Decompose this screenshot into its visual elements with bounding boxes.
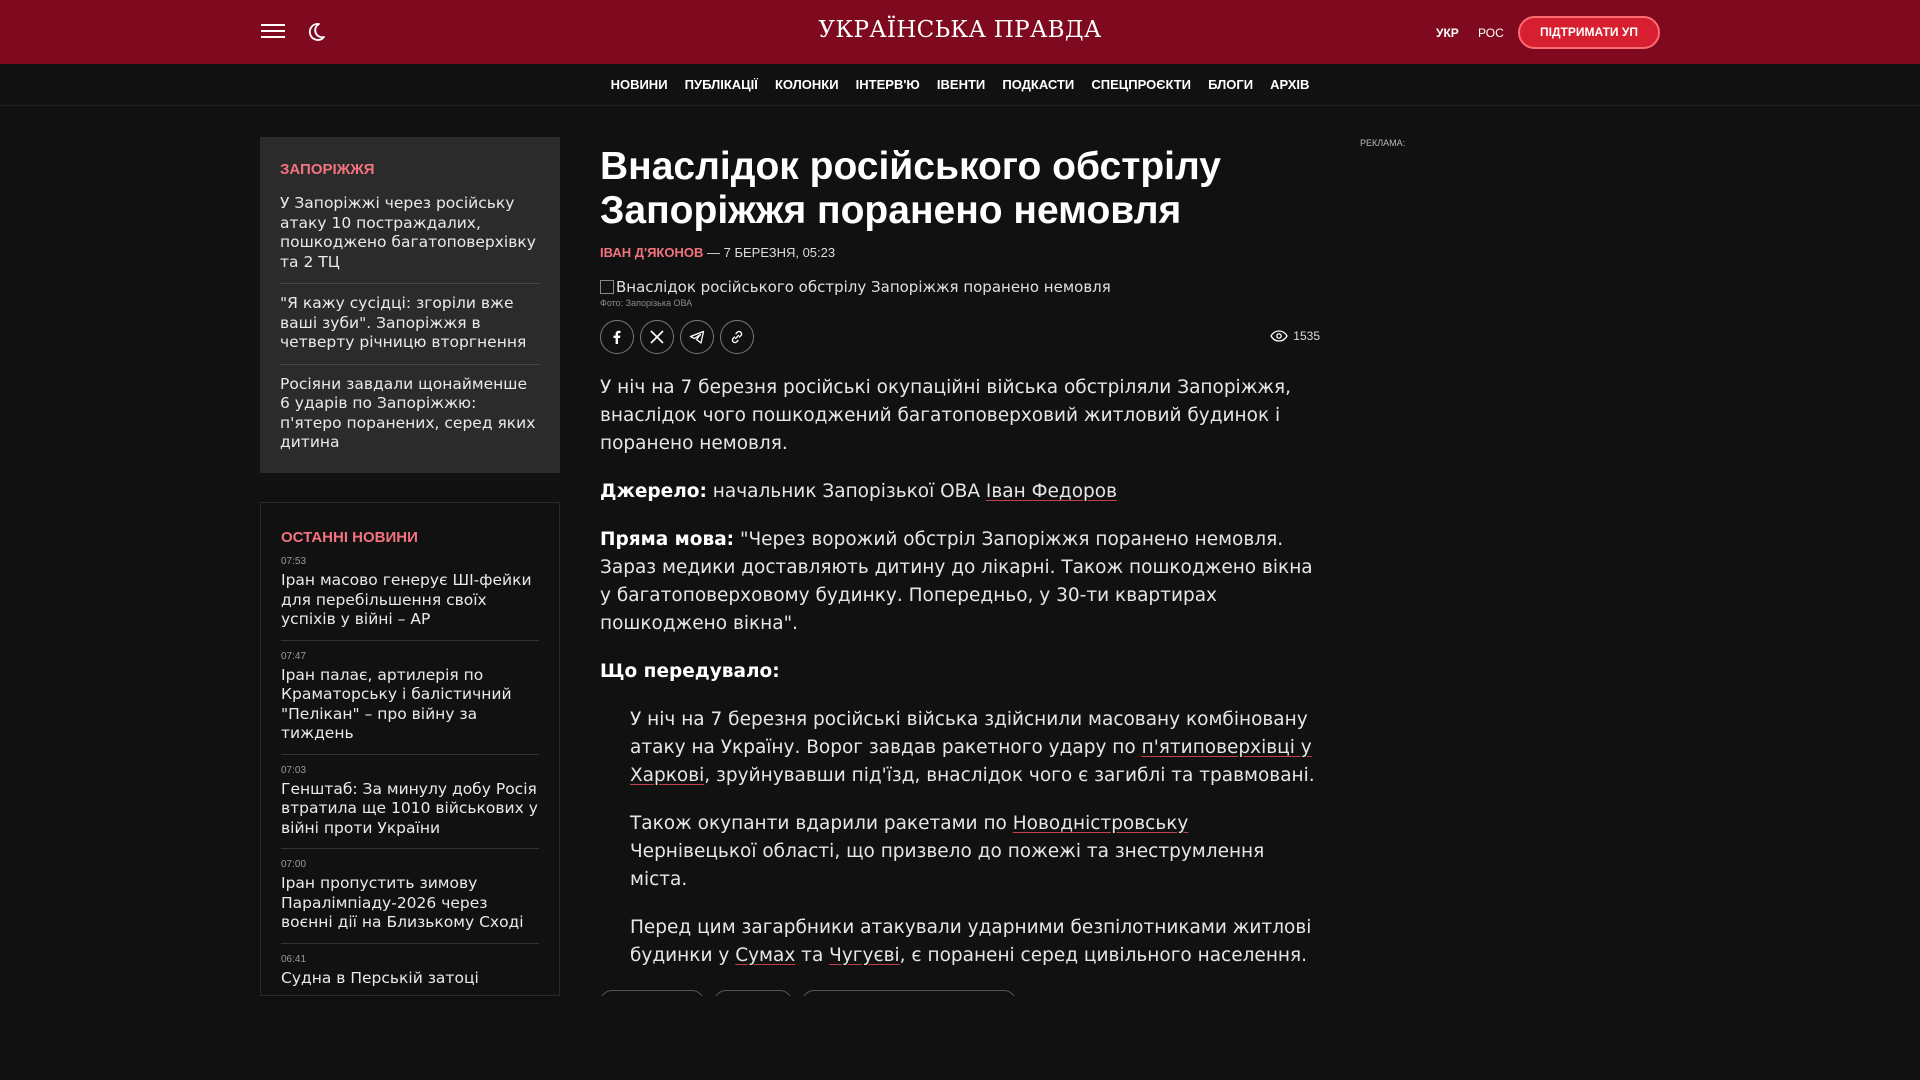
news-title[interactable]: Іран палає, артилерія по Краматорську і балістичний "Пелікан" – про війну за тиждень bbox=[281, 665, 512, 742]
nav-item-podcasts[interactable]: ПОДКАСТИ bbox=[1002, 77, 1075, 92]
tag-chip[interactable] bbox=[714, 990, 792, 996]
ad-label: РЕКЛАМА: bbox=[1360, 138, 1406, 148]
source-paragraph bbox=[600, 478, 1320, 506]
paragraph: У ніч на 7 березня російські окупаційні війська обстріляли Запоріжжя, внаслідок чого пошкоджений багатоповерховий житловий будинок і поранено немовля. bbox=[600, 377, 1292, 454]
text: та bbox=[795, 945, 830, 966]
main-nav bbox=[0, 64, 1920, 106]
chuhuiv-link[interactable]: Чугуєві bbox=[829, 945, 900, 966]
broken-image-icon bbox=[600, 280, 614, 294]
nav-item-blogs[interactable]: БЛОГИ bbox=[1208, 77, 1254, 92]
sumy-link[interactable]: Сумах bbox=[735, 945, 796, 966]
news-title[interactable]: Генштаб: За минулу добу Росія втратила ще 1010 військових у війні проти України bbox=[281, 779, 538, 837]
photo-credit: Фото: Запорізька ОВА bbox=[600, 298, 693, 308]
facebook-icon[interactable] bbox=[600, 320, 634, 354]
image-alt-text: Внаслідок російського обстрілу Запоріжжя поранено немовля bbox=[616, 278, 1111, 296]
tag-chip[interactable] bbox=[802, 990, 1016, 996]
news-title[interactable]: Іран пропустить зимову Паралімпіаду-2026 через воєнні дії на Близькому Сході bbox=[281, 874, 524, 931]
quote-label: Пряма мова: bbox=[600, 529, 735, 550]
nav-item-news[interactable]: НОВИНИ bbox=[610, 77, 668, 92]
menu-icon[interactable] bbox=[261, 22, 285, 40]
context-paragraph bbox=[630, 706, 1320, 790]
news-title[interactable]: Судна в Перській затоці bbox=[281, 968, 479, 987]
byline bbox=[600, 245, 1320, 260]
article-body bbox=[600, 374, 1320, 996]
news-item[interactable] bbox=[281, 954, 539, 997]
view-count bbox=[1270, 329, 1320, 343]
novodnistrovsk-link[interactable]: Новодністровську bbox=[1012, 813, 1189, 834]
quote-text: "Через ворожий обстріл Запоріжжя поранено немовля. Зараз медики доставляють дитину до лікарні. Також пошкоджено вікна у багатоповерховому будинку. Попередньо, у 30-ти квартирах пошкоджено вікна". bbox=[600, 529, 1313, 634]
eye-icon bbox=[1270, 330, 1288, 342]
related-news-box bbox=[260, 137, 560, 473]
news-item[interactable] bbox=[281, 651, 539, 755]
previous-label: Що передувало: bbox=[600, 661, 780, 682]
news-item[interactable] bbox=[281, 859, 539, 944]
news-time: 07:00 bbox=[281, 859, 307, 870]
text: Також окупанти вдарили ракетами по bbox=[630, 813, 1013, 834]
nav-item-special-projects[interactable]: СПЕЦПРОЄКТИ bbox=[1091, 77, 1192, 92]
moon-icon[interactable] bbox=[304, 20, 328, 44]
related-item[interactable]: У Запоріжжі через російську атаку 10 постраждалих, пошкоджено багатоповерхівку та 2 ТЦ bbox=[280, 190, 540, 284]
link-icon[interactable] bbox=[720, 320, 754, 354]
article bbox=[600, 145, 1320, 996]
top-header bbox=[0, 0, 1920, 64]
context-block bbox=[600, 706, 1320, 970]
news-title[interactable]: Іран масово генерує ШІ-фейки для перебільшення своїх успіхів у війні – AP bbox=[281, 571, 532, 628]
news-time: 07:47 bbox=[281, 650, 307, 662]
nav-item-columns[interactable]: КОЛОНКИ bbox=[774, 77, 839, 92]
news-item[interactable] bbox=[281, 556, 539, 641]
source-text: начальник Запорізької ОВА bbox=[706, 481, 986, 502]
view-count-value: 1535 bbox=[1293, 329, 1320, 343]
nav-item-archive[interactable]: АРХІВ bbox=[1270, 77, 1310, 92]
lang-ros-link[interactable]: РОС bbox=[1478, 26, 1504, 40]
kharkiv-link[interactable]: п'ятиповерхівці у Харкові bbox=[630, 737, 1312, 786]
context-paragraph bbox=[630, 914, 1320, 970]
share-row bbox=[600, 320, 1320, 354]
text: У ніч на 7 березня російські війська здійснили масовану комбіновану атаку на Україну. Ворог завдав ракетного удару по bbox=[630, 709, 1308, 758]
news-time: 07:53 bbox=[281, 556, 307, 567]
publish-date: — 7 БЕРЕЗНЯ, 05:23 bbox=[707, 245, 836, 260]
tags-row bbox=[600, 990, 1320, 996]
related-title[interactable]: ЗАПОРІЖЖЯ bbox=[280, 161, 375, 178]
related-item[interactable]: "Я кажу сусідці: згоріли вже ваші зуби". Запоріжжя в четверту річницю вторгнення bbox=[280, 290, 540, 365]
text: , є поранені серед цивільного населення. bbox=[899, 945, 1308, 966]
latest-news-box bbox=[260, 502, 560, 996]
latest-title[interactable]: ОСТАННІ НОВИНИ bbox=[281, 529, 418, 546]
source-label: Джерело: bbox=[600, 481, 707, 502]
source-link[interactable]: Іван Федоров bbox=[985, 481, 1117, 502]
nav-item-publications[interactable]: ПУБЛІКАЦІЇ bbox=[684, 77, 758, 92]
tag-chip[interactable] bbox=[600, 990, 704, 996]
support-button[interactable]: ПІДТРИМАТИ УП bbox=[1518, 16, 1660, 49]
news-item[interactable] bbox=[281, 765, 539, 850]
previous-label-paragraph bbox=[600, 658, 1320, 686]
nav-item-interviews[interactable]: ІНТЕРВ'Ю bbox=[855, 77, 920, 92]
text: , зруйнувавши під'їзд, внаслідок чого є загиблі та травмовані. bbox=[704, 765, 1315, 786]
x-icon[interactable] bbox=[640, 320, 674, 354]
news-time: 06:41 bbox=[281, 953, 307, 965]
news-time: 07:03 bbox=[281, 764, 307, 776]
related-item[interactable]: Росіяни завдали щонайменше 6 ударів по Запоріжжю: п'ятеро поранених, серед яких дитина bbox=[280, 374, 536, 451]
text: Перед цим загарбники атакували ударними безпілотниками житлові будинки у bbox=[630, 917, 1312, 966]
article-image bbox=[600, 278, 1320, 296]
quote-paragraph bbox=[600, 526, 1320, 638]
text: Чернівецької області, що призвело до пожежі та знеструмлення міста. bbox=[630, 841, 1265, 890]
site-logo[interactable]: УКРАЇНСЬКА ПРАВДА bbox=[818, 17, 1102, 43]
context-paragraph bbox=[630, 810, 1320, 894]
lang-ukr-link[interactable]: УКР bbox=[1436, 26, 1459, 40]
telegram-icon[interactable] bbox=[680, 320, 714, 354]
nav-item-events[interactable]: ІВЕНТИ bbox=[936, 77, 986, 92]
author-link[interactable]: ІВАН Д'ЯКОНОВ bbox=[600, 245, 704, 260]
article-title: Внаслідок російського обстрілу Запоріжжя поранено немовля bbox=[600, 145, 1221, 232]
